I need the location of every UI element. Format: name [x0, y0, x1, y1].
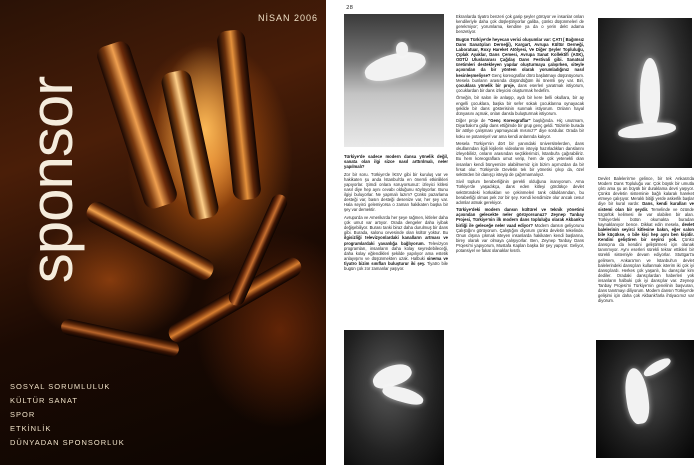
- page-number: 28: [346, 5, 353, 11]
- answer-text: Genç koreograflar dörü başlatmayı düşünüyorum. Mesela bunların arasında düşündüğüm iki önemli şey var. Biri,: [456, 72, 584, 83]
- dancer-figure: [640, 58, 660, 128]
- paragraph: Ekranlarda tiyatro benzeri çok garip şeyler görüyor ve insanlar onları kendileriyle daha çok düşleştiriyorlar galiba, çünkü düşünmeleri de gerekmiyor; yorumlama, kendine ya da o yerin dekt adama benzetiyor.: [456, 14, 584, 35]
- dancer-figure: [642, 355, 673, 379]
- article-page: [334, 0, 700, 465]
- section-item: DÜNYADAN SPONSORLUK: [10, 438, 125, 447]
- section-item: SPOR: [10, 410, 36, 419]
- answer-text: Televizyon programları, insanların daha kolay seyredebileceği, daha kolay eğlendikleri şekilde yapılıyor ama estetik anlayışımı ve düşünmekten uzak. Halbuki: [344, 240, 448, 261]
- question-text: Bugün Türkiye'de heyecan verici oluşumlar var: ÇATI ( Bağımsız Dans Sanatçıları Derneği), Kargart, Avrupa Kültür Derneği, Laboratuar, Roxy Hareket Atölyesi, Ve Diğer Şeyler Topluluğu, Çıplak Ayaklar, Dans Çemesi, Avrupa Sanat Kollektifi (ASK), ODTÜ Uluslararası Çağdaş Dans Festivali gibi. Sanatsal üretimleri destekleyen yapılar oluşturmaya çalışırken, siteyle açısından da bir yöntem olarak yorumladığınız nasıl kesinleşmeliyse?: [456, 36, 584, 78]
- magazine-logo: sponsor: [18, 76, 85, 284]
- issue-date: NİSAN 2006: [257, 13, 318, 23]
- dancer-figure: [396, 42, 408, 56]
- emphasis-text: sinema ve tiyatro bizim sınıfları buluşturur iki şey.: [344, 255, 448, 266]
- emphasis-text: devlet balelerinin seyirci kitlesine bakın, eğer salon bile küçükse, o bile kişi hep aynı ben kişidir. Kendini geliştiren bir seyirci yok.: [598, 221, 694, 243]
- cover-page: [0, 0, 326, 465]
- section-list: [10, 380, 125, 450]
- article-column-left: [456, 14, 584, 460]
- dancer-figure: [362, 47, 428, 85]
- cover-image-element: [60, 318, 181, 359]
- emphasis-text: ilgisizliği televizyonlardaki kanalların artması ve programlardaki yavanlığa bağlıyorum.: [344, 235, 448, 246]
- cover-image-element: [95, 39, 180, 211]
- paragraph: Mesela Türkiye'nin dört bir yanındaki üniversitelerden, dans okullarından ilgili kişilerin videolarını isteyip hazırladıkları danslarını izleyebiliriz, onların arasından seçtiklerimizi, İstanbul'a çağırabiliriz. Bu hem koreograflara umut verip, hem de çok yetenekli olan insanları kendi bünyemize alabilmemiz için bizim açımızdan da bir fırsat olur. Türkiye'de Devletin tek bir yönetisi çıkıp da, özel sektörden bir danışçı isteyip de çağırmamalıyız.: [456, 141, 584, 177]
- question-text: Türkiye'de sadece modern dansa yönelik değil, sanata olan ilgi sizce nasıl arttırılmalı, neler yapılmalı?: [344, 154, 448, 170]
- paragraph: [456, 118, 584, 138]
- emphasis-text: "Genç Koreograflar": [488, 118, 531, 124]
- dancer-photo-bottom-right: [596, 340, 694, 458]
- question-text: Türkiye'deki modern dansın kültürel ve teknik yönetimi açısından gelecekte neler görüyorsunuz? Zeynep Tanbay Projesi, Türkiye'nin ilk modern dans topluluğu olarak Akbank'a birliği ile geleceğe neler vaad ediyor?: [456, 207, 584, 228]
- section-item: KÜLTÜR SANAT: [10, 396, 78, 405]
- paragraph: [456, 207, 584, 253]
- answer-text: başlığında. Hiç unutmam, Diyarbakır'a gidip dans ettiğimde bir grup genç geldi. "Bizimle burada bir atölye çalışması yapmayacak mısınız?" diye sordular. Orada bir koku ve potansiyel var ama kendi anlarında kalıyor.: [456, 118, 584, 139]
- paragraph: [344, 154, 448, 169]
- paragraph: Örneğin, bir salon ile anlaşıp, aydı bir kere belli okullara, bir ay engelli çocuklara, başka bir sefer sokak çocuklarına oynayacak şekilde bir dans gösterisinin sunmak istiyorum. Onların hayal dünyasını açmak, onları dansla buluşturmak istiyorum.: [456, 95, 584, 116]
- answer-text: Diğer proje de: [456, 118, 486, 124]
- paragraph: [456, 37, 584, 93]
- section-item: ETKİNLİK: [10, 424, 52, 433]
- emphasis-text: Dans, kendi kuralları ve sistemi olan bir şeydir.: [598, 201, 694, 212]
- dancer-figure: [381, 382, 425, 407]
- answer-text: Çünkü dansçına da kendini geliştirmesi için olanak tanınmıyor. Aynı eserleri sürekli tekrar ettikleri bir sürekli sistemiyle devam ediyorlar. Stuttgart'a gelirsem, Ankara'nın ve İstanbul'un devlet balelerindeki dansçıları kullanmak isterim iki çok iyi dansçılardı. Herkes çok yaşanlı, bu dansçılar kim dediler. Oradaki dansçılardan haberleri yok insanların halbuki çok iyi dansçılar var. Zeynep Tanbay Projesi'ni Türkiye'nin genelinin başvuran, dans tanıtmayı diliyorum. Modern dansın Türkiye'de gelişimi için daha çok Akbank'larla ihtiyacımız var diyorum.: [598, 237, 694, 304]
- answer-text: dans eserleri yaratmak istiyorum, çocuklardan bir dans izleyicisi oluşturmak hedefim.: [456, 82, 584, 93]
- answer-text: Avrupa'da ve Amerika'da her şeye rağmen, kitleler daha çok umut var artıyor. Orada dengeler daha iyibak değişebiliyor. Burası tanki biraz daha durulmuş bir dans gibi. Burada, salonu cevesinde olan kültür yoktur. Bu: [344, 215, 448, 236]
- answer-text: Temelinde ve özünde özgürlük kelimesi ile var olabilen bir alan. Türkiye'deki bütün okumakta buradan kaynaklanıyor bence. Dikkat edin mesela,: [598, 206, 694, 227]
- answer-text: Devlet Balelerin'ne gelince, bir tek Ankara'da Modern Dans Topluluğu var. Çok büyük bir umutla çıktı ama şu an büyük bir duraklama devri yaşıyor. Çünkü devletin sisteminie bağlı kalarak hareket etmeye çalışıyor. Meraklı bitiği yerde askerlik başlar diye bir kural vardır.: [598, 176, 694, 207]
- emphasis-text: çocuklara yönelik bir proje,: [456, 82, 516, 88]
- cover-image-element: [216, 29, 262, 201]
- dancer-figure: [617, 120, 676, 140]
- paragraph: [598, 176, 694, 303]
- article-column-right: [598, 176, 694, 336]
- dancer-photo-top-left: [344, 14, 444, 147]
- paragraph: [344, 215, 448, 271]
- article-column-first: [344, 154, 448, 324]
- section-item: SOSYAL SORUMLULUK: [10, 382, 111, 391]
- paragraph: Sivil toplum beraberliğinin gerekli olduğuna inanıyorum. Ama Türkiye'de yaşadıkça, dans eden kitleyi gördükçe devlet sektöründeki korkakları ve çekinmeleri tank olduklarından, bu beraberliği olmas pek zor bir şey. Kendi kendimize olur ancak cesur adımlar atmak gerekiyor.: [456, 179, 584, 205]
- dancer-photo-bottom-left: [344, 330, 444, 465]
- answer-text: Tiyatro bile bugün çok zor zamanlar yaşıyor.: [344, 260, 448, 271]
- answer-text: Modern dansın geliyorunu Çalıştığını görüyorum. Çalıştığını diyorum çünkü devletin tekelinde. Onun dışına çıkmak isteyen insanlarda hakikaten kendi başlarına, birey olarak var olmaya çalışıyorlar. Ben, Zeynep Tanbay Dans Projesi'ni yapıyorum, Mustafa Kaplan başka bir şey yapıyor. Geliyor, potansiyel ve fakat olanaklar kısıtlı.: [456, 222, 584, 254]
- paragraph: Zor bir soru. Türkiye'de İKSV gibi bir kuruluş var ve hakikaten şu anda İstanbul'da en önemli etkinlikleri yapıyorlar. Şimdi onlara soruyorsunuz: izleyici kitlesi nasıl diye hep aynı cevabı olduğunu söylüyorlar. Bunu ilgiyi buluyorlar. Ne yapmalı lazım? Çünkü pazarlama desteği var, basın desteği desenize var, her şey var. Hala seyirci gelemiyorsa o zaman hakikaten başka bir şey var demektir.: [344, 171, 448, 213]
- dancer-photo-top-right: [598, 18, 692, 168]
